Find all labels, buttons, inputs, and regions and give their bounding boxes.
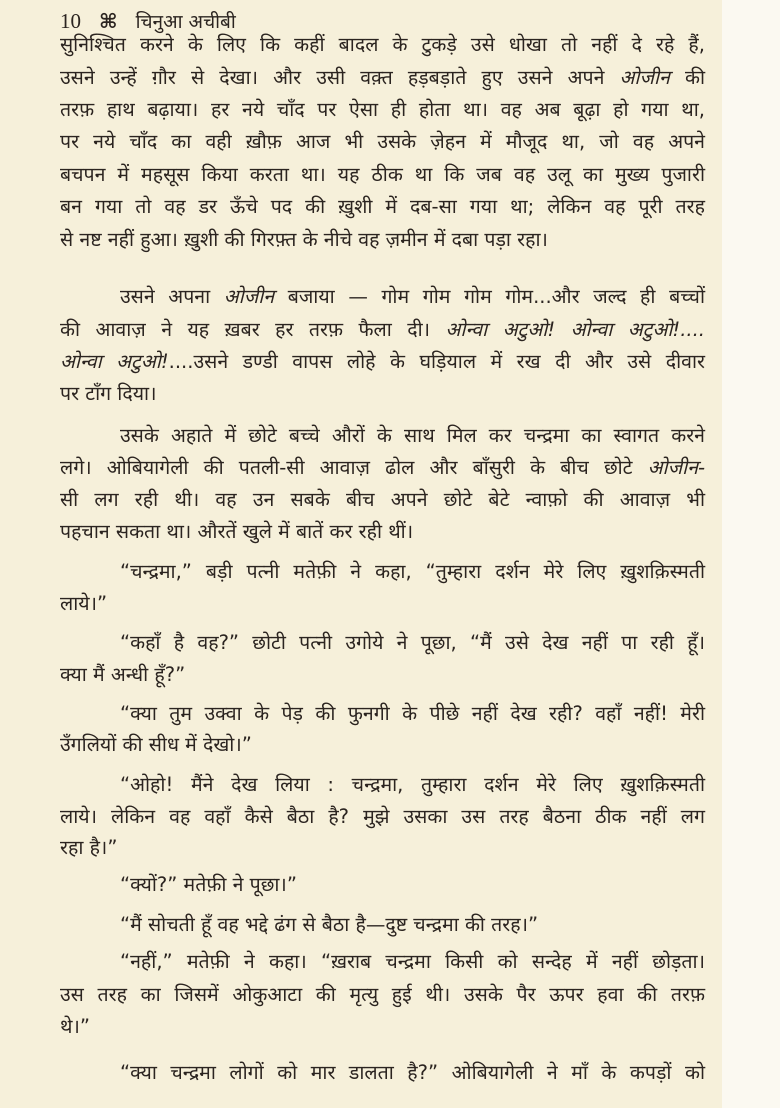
text-line bbox=[60, 980, 705, 1010]
text-line bbox=[60, 95, 705, 125]
text-line bbox=[60, 347, 705, 377]
text-segment: “ओहो! मैंने देख लिया : चन्द्रमा, तुम्हारा दर्शन मेरे लिए ख़ुशक़िस्मती bbox=[120, 773, 705, 796]
text-line bbox=[60, 517, 705, 547]
text-line bbox=[120, 1058, 705, 1088]
text-line bbox=[120, 421, 705, 451]
text-segment: पर नये चाँद का वही ख़ौफ़ आज भी उसके ज़ेहन में मौजूद था, जो वह अपने bbox=[60, 130, 705, 153]
page-edge bbox=[722, 0, 780, 1108]
text-line bbox=[60, 127, 705, 157]
text-line bbox=[120, 557, 705, 587]
text-segment: उसके अहाते में छोटे बच्चे औरों के साथ मिल कर चन्द्रमा का स्वागत करने bbox=[120, 424, 705, 447]
text-segment: “कहाँ है वह?” छोटी पत्नी उगोये ने पूछा, “मैं उसे देख नहीं पा रही हूँ। bbox=[120, 631, 705, 654]
italic-term: ओन्वा अटुओ! bbox=[60, 350, 169, 373]
ornament-icon: ⌘ bbox=[99, 9, 118, 33]
text-segment: ....उसने डण्डी वापस लोहे के घड़ियाल में रख दी और उसे दीवार bbox=[168, 350, 705, 373]
text-segment: बन गया तो वह डर ऊँचे पद की ख़ुशी में दब-सा गया था; लेकिन वह पूरी तरह bbox=[60, 195, 705, 218]
text-line bbox=[60, 160, 705, 190]
text-segment: थे।” bbox=[60, 1015, 90, 1038]
text-segment: रहा है।” bbox=[60, 836, 118, 859]
text-segment: उसने उन्हें ग़ौर से देखा। और उसी वक़्त हड़बड़ाते हुए उसने अपने bbox=[60, 66, 620, 89]
text-line bbox=[60, 1012, 705, 1042]
text-line bbox=[60, 379, 705, 409]
text-segment: लाये।” bbox=[60, 592, 108, 615]
text-segment: क्या मैं अन्धी हूँ?” bbox=[60, 663, 186, 686]
text-line bbox=[60, 833, 705, 863]
text-segment: उस तरह का जिसमें ओकुआटा की मृत्यु हुई थी। उसके पैर ऊपर हवा की तरफ़ bbox=[60, 983, 705, 1006]
text-segment: “क्यों?” मतेफ़ी ने पूछा।” bbox=[120, 873, 297, 896]
text-segment: “क्या चन्द्रमा लोगों को मार डालता है?” ओबियागेली ने माँ के कपड़ों को bbox=[120, 1061, 705, 1084]
text-line bbox=[120, 870, 705, 900]
text-line bbox=[60, 485, 705, 515]
italic-term: ओन्वा अटुओ! ओन्वा अटुओ!.... bbox=[445, 318, 705, 341]
text-segment: लाये। लेकिन वह वहाँ कैसे बैठा है? मुझे उसका उस तरह बैठना ठीक नहीं लग bbox=[60, 805, 705, 828]
text-segment: “क्या तुम उक्वा के पेड़ की फुनगी के पीछे नहीं देख रही? वहाँ नहीं! मेरी bbox=[120, 702, 705, 725]
text-line bbox=[60, 802, 705, 832]
author-name: चिनुआ अचीबी bbox=[135, 11, 236, 33]
text-segment: लगे। ओबियागेली की पतली-सी आवाज़ ढोल और बाँसुरी के बीच छोटे bbox=[60, 456, 648, 479]
text-segment: बजाया — गोम गोम गोम गोम...और जल्द ही बच्चों bbox=[274, 285, 705, 308]
text-segment: सी लग रही थी। वह उन सबके बीच अपने छोटे बेटे न्वाफ़ो की आवाज़ भी bbox=[60, 488, 705, 511]
text-segment: बचपन में महसूस किया करता था। यह ठीक था कि जब वह उलू का मुख्य पुजारी bbox=[60, 163, 705, 186]
text-line bbox=[60, 63, 705, 93]
text-line bbox=[120, 910, 705, 940]
text-segment: की bbox=[669, 66, 705, 89]
text-line bbox=[60, 589, 705, 619]
text-segment: तरफ़ हाथ बढ़ाया। हर नये चाँद पर ऐसा ही होता था। वह अब बूढ़ा हो गया था, bbox=[60, 98, 705, 121]
text-line bbox=[60, 660, 705, 690]
text-line bbox=[120, 770, 705, 800]
text-segment: से नष्ट नहीं हुआ। ख़ुशी की गिरफ़्त के नीचे वह ज़मीन में दबा पड़ा रहा। bbox=[60, 228, 548, 251]
text-segment: “मैं सोचती हूँ वह भद्दे ढंग से बैठा है—दुष्ट चन्द्रमा की तरह।” bbox=[120, 913, 539, 936]
text-line bbox=[120, 282, 705, 312]
page-number: 10 bbox=[60, 8, 81, 33]
text-segment: उँगलियों की सीध में देखो।” bbox=[60, 733, 252, 756]
italic-term: ओजीन- bbox=[647, 456, 705, 479]
text-line bbox=[120, 699, 705, 729]
text-segment: “चन्द्रमा,” बड़ी पत्नी मतेफ़ी ने कहा, “तुम्हारा दर्शन मेरे लिए ख़ुशक़िस्मती bbox=[120, 560, 705, 583]
text-segment: पहचान सकता था। औरतें खुले में बातें कर रही थीं। bbox=[60, 520, 414, 543]
text-line bbox=[60, 30, 705, 60]
text-line bbox=[60, 453, 705, 483]
text-segment: पर टाँग दिया। bbox=[60, 382, 157, 405]
text-segment: उसने अपना bbox=[120, 285, 224, 308]
text-line bbox=[60, 315, 705, 345]
text-segment: “नहीं,” मतेफ़ी ने कहा। “ख़राब चन्द्रमा किसी को सन्देह में नहीं छोड़ता। bbox=[120, 950, 705, 973]
text-line bbox=[120, 947, 705, 977]
italic-term: ओजीन bbox=[223, 285, 275, 308]
text-line bbox=[60, 225, 705, 255]
text-line bbox=[120, 628, 705, 658]
text-line bbox=[60, 730, 705, 760]
text-line bbox=[60, 192, 705, 222]
italic-term: ओजीन bbox=[619, 66, 670, 89]
text-segment: सुनिश्चित करने के लिए कि कहीं बादल के टुकड़े उसे धोखा तो नहीं दे रहे हैं, bbox=[60, 33, 705, 56]
text-segment: की आवाज़ ने यह ख़बर हर तरफ़ फैला दी। bbox=[60, 318, 446, 341]
